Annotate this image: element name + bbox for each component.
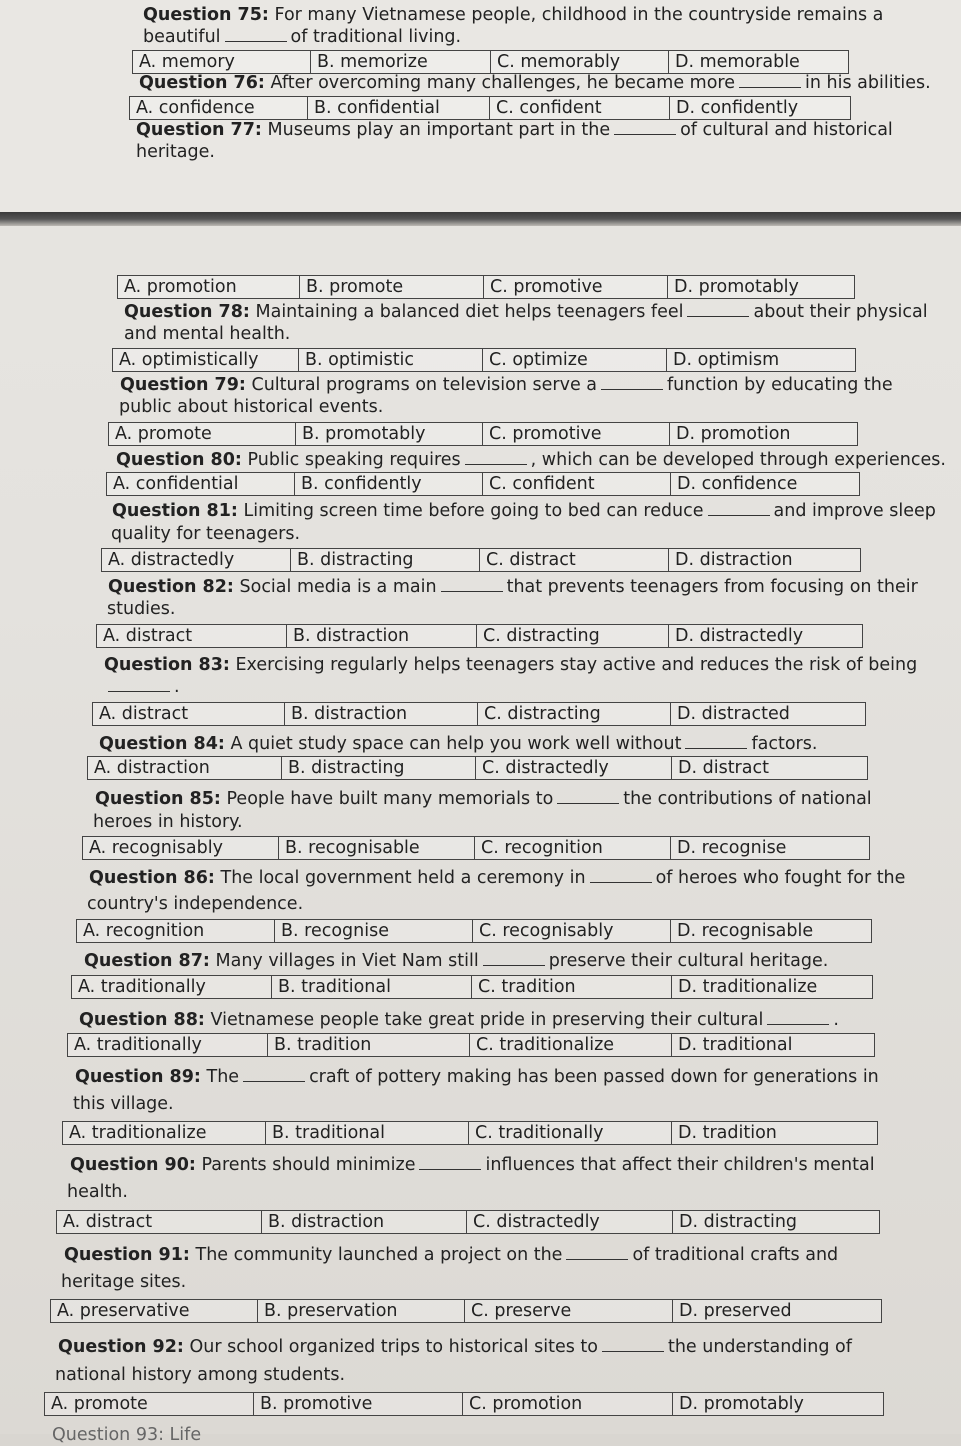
question-77: Question 77: Museums play an important part in the of cultural and historical xyxy=(136,120,893,140)
question-88: Question 88: Vietnamese people take great pride in preserving their cultural . xyxy=(79,1010,839,1030)
option-d[interactable]: D. distract xyxy=(678,758,769,778)
answer-blank xyxy=(601,375,663,390)
options-88 xyxy=(67,1033,875,1057)
option-c[interactable]: C. preserve xyxy=(465,1300,673,1322)
option-a[interactable]: A. distract xyxy=(97,625,287,647)
options-86 xyxy=(76,919,872,943)
option-b[interactable]: B. traditional xyxy=(272,976,472,998)
option-a[interactable]: A. traditionally xyxy=(68,1034,268,1056)
question-83-line2: . xyxy=(104,676,180,698)
options-87 xyxy=(71,975,873,999)
page-fold-shadow xyxy=(0,212,961,226)
options-89 xyxy=(62,1121,878,1145)
question-85-line2: heroes in history. xyxy=(93,812,243,832)
question-91: Question 91: The community launched a project on the of traditional crafts and xyxy=(64,1245,839,1265)
option-c[interactable]: C. distracting xyxy=(477,625,669,647)
question-81-line2: quality for teenagers. xyxy=(111,524,301,544)
option-a[interactable]: A. confidential xyxy=(107,473,295,495)
option-c[interactable]: C. promotion xyxy=(463,1393,673,1415)
answer-blank xyxy=(687,302,749,317)
option-b[interactable]: B. distraction xyxy=(262,1211,467,1233)
option-a[interactable]: A. recognisably xyxy=(83,837,279,859)
options-85 xyxy=(82,836,870,860)
option-b[interactable]: B. distraction xyxy=(285,703,478,725)
option-a[interactable]: A. promote xyxy=(45,1393,254,1415)
option-d[interactable]: D. distracted xyxy=(677,704,790,724)
question-82-line2: studies. xyxy=(107,599,176,619)
option-b[interactable]: B. preservation xyxy=(258,1300,465,1322)
option-b[interactable]: B. recognisable xyxy=(279,837,475,859)
option-d[interactable]: D. memorable xyxy=(675,52,800,72)
option-b[interactable]: B. confidential xyxy=(308,97,490,119)
options-75 xyxy=(132,50,849,74)
option-a[interactable]: A. distraction xyxy=(88,757,282,779)
option-a[interactable]: A. optimistically xyxy=(113,349,299,371)
options-77 xyxy=(117,275,855,299)
question-86-line2: country's independence. xyxy=(87,894,304,914)
question-80: Question 80: Public speaking requires , which can be developed through experiences. xyxy=(116,450,946,470)
option-c[interactable]: C. traditionally xyxy=(469,1122,672,1144)
question-89: Question 89: The craft of pottery making has been passed down for generations in xyxy=(75,1067,879,1087)
answer-blank xyxy=(767,1010,829,1025)
option-d[interactable]: D. recognise xyxy=(677,838,787,858)
option-d[interactable]: D. traditional xyxy=(678,1035,793,1055)
answer-blank xyxy=(614,120,676,135)
answer-blank xyxy=(590,868,652,883)
options-81 xyxy=(101,548,861,572)
question-92-line2: national history among students. xyxy=(55,1365,346,1385)
answer-blank xyxy=(602,1337,664,1352)
question-76: Question 76: After overcoming many challenges, he became more in his abilities. xyxy=(139,73,931,93)
answer-blank xyxy=(419,1155,481,1170)
option-b[interactable]: B. distraction xyxy=(287,625,477,647)
question-75-line2: beautiful of traditional living. xyxy=(143,27,462,47)
option-a[interactable]: A. recognition xyxy=(77,920,275,942)
option-c[interactable]: C. recognition xyxy=(475,837,671,859)
question-86: Question 86: The local government held a ceremony in of heroes who fought for the xyxy=(89,868,906,888)
question-75: Question 75: For many Vietnamese people, childhood in the countryside remains a xyxy=(143,5,884,25)
option-b[interactable]: B. traditional xyxy=(266,1122,469,1144)
option-d[interactable]: D. promotably xyxy=(674,277,799,297)
option-a[interactable]: A. traditionally xyxy=(72,976,272,998)
option-b[interactable]: B. tradition xyxy=(268,1034,470,1056)
option-d[interactable]: D. confidence xyxy=(677,474,798,494)
question-87: Question 87: Many villages in Viet Nam still preserve their cultural heritage. xyxy=(84,951,829,971)
option-d[interactable]: D. promotion xyxy=(676,424,791,444)
option-b[interactable]: B. optimistic xyxy=(299,349,483,371)
question-91-line2: heritage sites. xyxy=(61,1272,187,1292)
option-c[interactable]: C. confident xyxy=(490,97,670,119)
question-85: Question 85: People have built many memorials to the contributions of national xyxy=(95,789,872,809)
option-c[interactable]: C. promotive xyxy=(484,276,668,298)
option-c[interactable]: C. confident xyxy=(483,473,671,495)
question-83: Question 83: Exercising regularly helps teenagers stay active and reduces the risk of being xyxy=(104,655,918,675)
option-a[interactable]: A. traditionalize xyxy=(63,1122,266,1144)
question-77-line2: heritage. xyxy=(136,142,215,162)
option-a[interactable]: A. distract xyxy=(57,1211,262,1233)
option-c[interactable]: C. memorably xyxy=(491,51,669,73)
question-78: Question 78: Maintaining a balanced diet helps teenagers feel about their physical xyxy=(124,302,928,322)
question-82: Question 82: Social media is a main that prevents teenagers from focusing on their xyxy=(108,577,918,597)
answer-blank xyxy=(243,1067,305,1082)
option-d[interactable]: D. optimism xyxy=(673,350,780,370)
option-c[interactable]: C. distract xyxy=(480,549,669,571)
question-78-line2: and mental health. xyxy=(124,324,291,344)
option-c[interactable]: C. optimize xyxy=(483,349,667,371)
answer-blank xyxy=(483,951,545,966)
option-b[interactable]: B. distracting xyxy=(291,549,480,571)
option-a[interactable]: A. memory xyxy=(133,51,311,73)
option-d[interactable]: D. distractedly xyxy=(675,626,804,646)
option-c[interactable]: C. distractedly xyxy=(467,1211,673,1233)
question-92: Question 92: Our school organized trips to historical sites to the understanding of xyxy=(58,1337,852,1357)
options-78 xyxy=(112,348,856,372)
option-b[interactable]: B. promote xyxy=(300,276,484,298)
question-81: Question 81: Limiting screen time before going to bed can reduce and improve sleep xyxy=(112,501,936,521)
option-c[interactable]: C. distractedly xyxy=(476,757,672,779)
options-76 xyxy=(129,96,851,120)
option-d[interactable]: D. distracting xyxy=(679,1212,798,1232)
options-79 xyxy=(108,422,858,446)
answer-blank xyxy=(441,577,503,592)
option-d[interactable]: D. promotably xyxy=(679,1394,804,1414)
question-84: Question 84: A quiet study space can help you work well without factors. xyxy=(99,734,818,754)
options-92 xyxy=(44,1392,884,1416)
option-a[interactable]: A. promote xyxy=(109,423,296,445)
option-c[interactable]: C. promotive xyxy=(483,423,670,445)
question-79-line2: public about historical events. xyxy=(119,397,384,417)
question-90-line2: health. xyxy=(67,1182,128,1202)
options-83 xyxy=(92,702,866,726)
options-91 xyxy=(50,1299,882,1323)
question-90: Question 90: Parents should minimize influences that affect their children's mental xyxy=(70,1155,875,1175)
answer-blank xyxy=(739,73,801,88)
option-a[interactable]: A. preservative xyxy=(51,1300,258,1322)
answer-blank xyxy=(225,27,287,42)
option-a[interactable]: A. distractedly xyxy=(102,549,291,571)
option-c[interactable]: C. recognisably xyxy=(473,920,671,942)
question-93-cutoff: Question 93: Life xyxy=(52,1425,202,1445)
answer-blank xyxy=(566,1245,628,1260)
option-b[interactable]: B. promotably xyxy=(296,423,483,445)
option-d[interactable]: D. recognisable xyxy=(677,921,814,941)
option-a[interactable]: A. promotion xyxy=(118,276,300,298)
option-d[interactable]: D. tradition xyxy=(678,1123,777,1143)
option-b[interactable]: B. distracting xyxy=(282,757,476,779)
options-82 xyxy=(96,624,863,648)
answer-blank xyxy=(557,789,619,804)
option-a[interactable]: A. confidence xyxy=(130,97,308,119)
options-90 xyxy=(56,1210,880,1234)
answer-blank xyxy=(708,501,770,516)
option-d[interactable]: D. traditionalize xyxy=(678,977,818,997)
option-b[interactable]: B. confidently xyxy=(295,473,483,495)
answer-blank xyxy=(685,734,747,749)
question-79: Question 79: Cultural programs on television serve a function by educating the xyxy=(120,375,893,395)
option-c[interactable]: C. tradition xyxy=(472,976,672,998)
option-d[interactable]: D. preserved xyxy=(679,1301,792,1321)
option-b[interactable]: B. promotive xyxy=(254,1393,463,1415)
options-84 xyxy=(87,756,868,780)
option-a[interactable]: A. distract xyxy=(93,703,285,725)
answer-blank xyxy=(465,450,527,465)
answer-blank xyxy=(108,677,170,692)
question-89-line2: this village. xyxy=(73,1094,174,1114)
option-d[interactable]: D. distraction xyxy=(675,550,793,570)
option-d[interactable]: D. confidently xyxy=(676,98,799,118)
option-b[interactable]: B. recognise xyxy=(275,920,473,942)
option-b[interactable]: B. memorize xyxy=(311,51,491,73)
option-c[interactable]: C. traditionalize xyxy=(470,1034,672,1056)
option-c[interactable]: C. distracting xyxy=(478,703,671,725)
options-80 xyxy=(106,472,860,496)
